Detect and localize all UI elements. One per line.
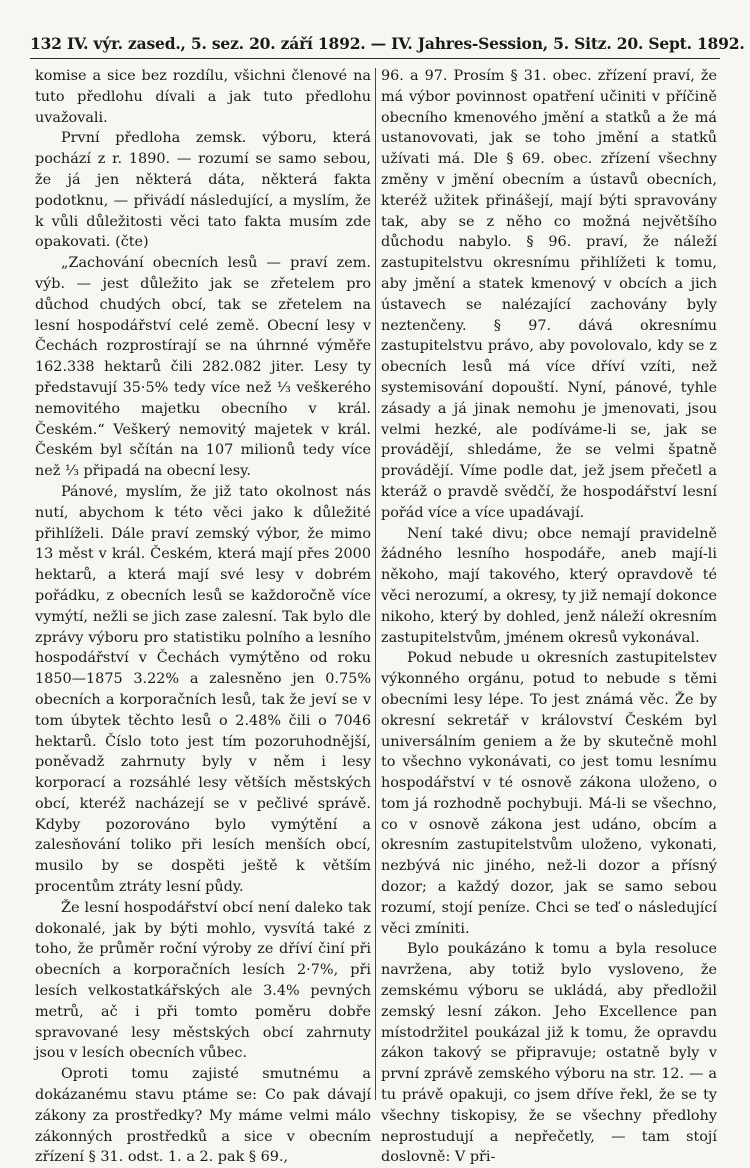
header-rule: [30, 58, 720, 59]
paragraph: „Zachování obecních lesů — praví zem. výb. — jest důležito jak se zřetelem pro důchod chudých obcí, tak se zřetelem na lesní hospodářství celé země. Obecní lesy v Čechách rozprostírají se na úhrnné výměře 162.338 hektarů čili 282.082 jiter. Lesy ty představují 35·5% tedy více než ⅓ veškerého nemovitého majetku obecního v král. Českém.“ Veškerý nemovitý majetek v král. Českém byl sčítán na 107 milionů tedy více než ⅓ připadá na obecní lesy.: [35, 255, 371, 480]
left-column: [35, 66, 371, 1166]
paragraph: Oproti tomu zajisté smutnému a dokázanému stavu ptáme se: Co pak dávají zákony za prostředky? My máme velmi málo zákonných prostředků a sice v obecním zřízení § 31. odst. 1. a 2. pak § 69.,: [35, 1066, 371, 1166]
paragraph: 96. a 97. Prosím § 31. obec. zřízení praví, že má výbor povinnost opatření učiniti v příčině obecního kmenového jmění a statků a že má ustanovovati, jak se toho jmění a statků užívati má. Dle § 69. obec. zřízení všechny změny v jmění obecním a ústavů obecních, kteréž užitek přinášejí, mají býti spravovány tak, aby se z něho co možná největšího důchodu nabylo. § 96. praví, že náleží zastupitelstvu okresnímu přihlížeti k tomu, aby jmění a statek kmenový v obcích a jich ústavech se nalézající zachovány byly neztenčeny. § 97. dává okresnímu zastupitelstvu právo, aby povolovalo, kdy se z obecních lesů má více dříví vzíti, než systemisování dopouští. Nyní, pánové, tyhle zásady a já jinak nemohu je jmenovati, jsou velmi hezké, ale podíváme-li se, jak se provádějí, shledáme, že se velmi špatně provádějí. Víme podle dat, jež jsem přečetl a kteráž o pravdě svědčí, že hospodářství lesní pořád více a více upadávají.: [381, 68, 717, 521]
paragraph: Že lesní hospodářství obcí není daleko tak dokonalé, jak by býti mohlo, vysvítá také z toho, že průměr roční výroby ze dříví činí při obecních a korporačních lesích 2·7%, při lesích velkostatkářských ale 3.4% pevných metrů, ač i při tomto poměru dobře spravované lesy městských obcí zahrnuty jsou v lesích obecních vůbec.: [35, 899, 371, 1062]
page-header: 132 IV. výr. zased., 5. sez. 20. září 1892. — IV. Jahres-Session, 5. Sitz. 20. Sept. 1892.: [30, 34, 745, 53]
paragraph: Bylo poukázáno k tomu a byla resoluce navržena, aby totiž bylo vysloveno, že zemskému výboru se ukládá, aby předložil zemský lesní zákon. Jeho Excellence pan místodržitel poukázal již k tomu, že opravdu zákon takový se připravuje; ostatně byly v první zprávě zemského výboru na str. 12. — a tu právě opakuji, co jsem dříve řekl, že se ty všechny tiskopisy, že se všechny předlohy neprostudují a nepřečetly, — tam stojí doslovně: V při-: [381, 941, 717, 1166]
paragraph: Pokud nebude u okresních zastupitelstev výkonného orgánu, potud to nebude s těmi obecními lesy lépe. To jest známá věc. Že by okresní sekretář v království Českém byl universálním geniem a že by skutečně mohl to všechno vykonávati, co jest tomu lesnímu hospodářství v té osnově zákona uloženo, o tom já rozhodně pochybuji. Má-li se všechno, co v osnově zákona jest udáno, obcím a okresním zastupitelstvům uloženo, vykonati, nezbývá nic jiného, než-li dozor a přísný dozor; a každý dozor, jak se samo sebou rozumí, stojí peníze. Chci se teď o následující věci zmíniti.: [381, 650, 717, 937]
paragraph: komise a sice bez rozdílu, všichni členové na tuto předlohu dívali a jak tuto předlohu uvažovali.: [35, 68, 371, 126]
paragraph: Pánové, myslím, že již tato okolnost nás nutí, abychom k této věci jako k důležité přihlíželi. Dále praví zemský výbor, že mimo 13 měst v král. Českém, která mají přes 2000 hektarů, a která mají své lesy v dobrém pořádku, z obecních lesů se každoročně více vymýtí, nežli se jich zase zalesní. Tak bylo dle zprávy výboru pro statistiku polního a lesního hospodářství v Čechách vymýtěno od roku 1850—1875 3.22% a zalesněno jen 0.75% obecních a korporačních lesů, tak že jeví se v tom úbytek těchto lesů o 2.48% čili o 7046 hektarů. Číslo toto jest tím pozoruhodnější, poněvadž zahrnuty byly v něm i lesy korporací a rozsáhlé lesy větších městských obcí, kteréž nacházejí se v pečlivé správě. Kdyby pozorováno bylo vymýtění a zalesňování toliko při lesích menších obcí, musilo by se dospěti ještě k větším procentům ztráty lesní půdy.: [35, 483, 371, 896]
paragraph: Není také divu; obce nemají pravidelně žádného lesního hospodáře, aneb mají-li někoho, mají takového, který opravdově té věci nerozumí, a okresy, ty již nemají dokonce nikoho, který by dohled, jenž náleží okresním zastupitelstvům, jménem okresů vykonával.: [381, 525, 717, 646]
paragraph: První předloha zemsk. výboru, která pochází z r. 1890. — rozumí se samo sebou, že já jen některá dáta, některá fakta podotknu, — přivádí následující, a myslím, že k vůli důležitosti věci tato fakta musím zde opakovati. (čte): [35, 130, 371, 251]
column-divider: [375, 68, 376, 1100]
right-column: [381, 66, 717, 1166]
